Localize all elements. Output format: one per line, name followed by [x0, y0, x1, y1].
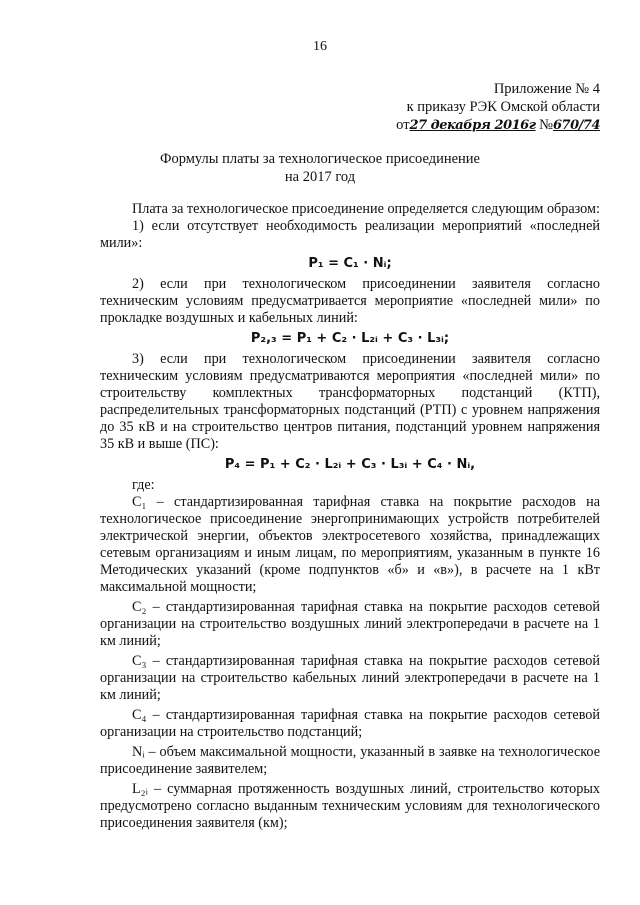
document-body [100, 201, 600, 832]
formula-p23: P₂,₃ = P₁ + C₂ · L₂ᵢ + C₃ · L₃ᵢ; [250, 331, 450, 346]
formula-p4: P₄ = P₁ + C₂ · L₂ᵢ + C₃ · L₃ᵢ + C₄ · Nᵢ, [224, 457, 476, 472]
definition-l2i: L₂ᵢ – суммарная протяженность воздушных линий, строительство которых предусмотрено согласно выданным техническим условиям для технологического присоединения заявителя (км); [100, 781, 600, 831]
annex-title: Приложение № 4 [493, 81, 600, 97]
item-3-paragraph: 3) если при технологическом присоединении заявителя согласно техническим условиям предусматриваются мероприятия «последней мили» по строительству комплектных трансформаторных подстанций (КТП), распределительных трансформаторных подстанций (РТП) с уровнем напряжения до 35 кВ и на строительство центров питания, подстанций уровнем напряжения 35 кВ и выше (ПС): [100, 351, 600, 452]
formula-p1: P₁ = C₁ · Nᵢ; [308, 256, 392, 271]
item-1-paragraph: 1) если отсутствует необходимость реализации мероприятий «последней мили»: [100, 218, 600, 251]
definition-c1: C₁ – стандартизированная тарифная ставка на покрытие расходов на технологическое присоединение энергопринимающих устройств потребителей электрической энергии, объектов электросетевого хозяйства, принадлежащих сетевым организациям и иным лицам, по мероприятиям, указанным в пункте 16 Методических указаний (кроме подпунктов «б» и «в»), в расчете на 1 кВт максимальной мощности; [100, 494, 600, 595]
definition-c3: C₃ – стандартизированная тарифная ставка на покрытие расходов сетевой организации на строительство кабельных линий электропередачи в расчете на 1 км линий; [100, 653, 600, 703]
annex-order-line [396, 116, 600, 135]
definition-ni: Nᵢ – объем максимальной мощности, указанный в заявке на технологическое присоединение заявителем; [100, 744, 600, 777]
order-date-handwritten: 27 декабря 2016г [409, 118, 536, 133]
document-title [0, 150, 640, 186]
order-number-handwritten: 670/74 [553, 118, 600, 133]
item-2-paragraph: 2) если при технологическом присоединении заявителя согласно техническим условиям предусматривается мероприятие «последней мили» по прокладке воздушных и кабельных линий: [100, 276, 600, 326]
annex-header [396, 80, 600, 135]
intro-paragraph: Плата за технологическое присоединение определяется следующим образом: [132, 201, 600, 217]
definition-c4: C₄ – стандартизированная тарифная ставка на покрытие расходов сетевой организации на строительство подстанций; [100, 707, 600, 740]
definition-c2: C₂ – стандартизированная тарифная ставка на покрытие расходов сетевой организации на строительство воздушных линий электропередачи в расчете на 1 км линий; [100, 599, 600, 649]
order-number-prefix: № [539, 117, 554, 133]
page-number: 16 [313, 39, 327, 54]
order-date-prefix: от [396, 117, 410, 133]
where-label: где: [132, 477, 155, 493]
annex-order-ref: к приказу РЭК Омской области [406, 99, 600, 115]
title-line-1: Формулы платы за технологическое присоединение [159, 151, 480, 167]
title-line-2: на 2017 год [284, 169, 356, 185]
